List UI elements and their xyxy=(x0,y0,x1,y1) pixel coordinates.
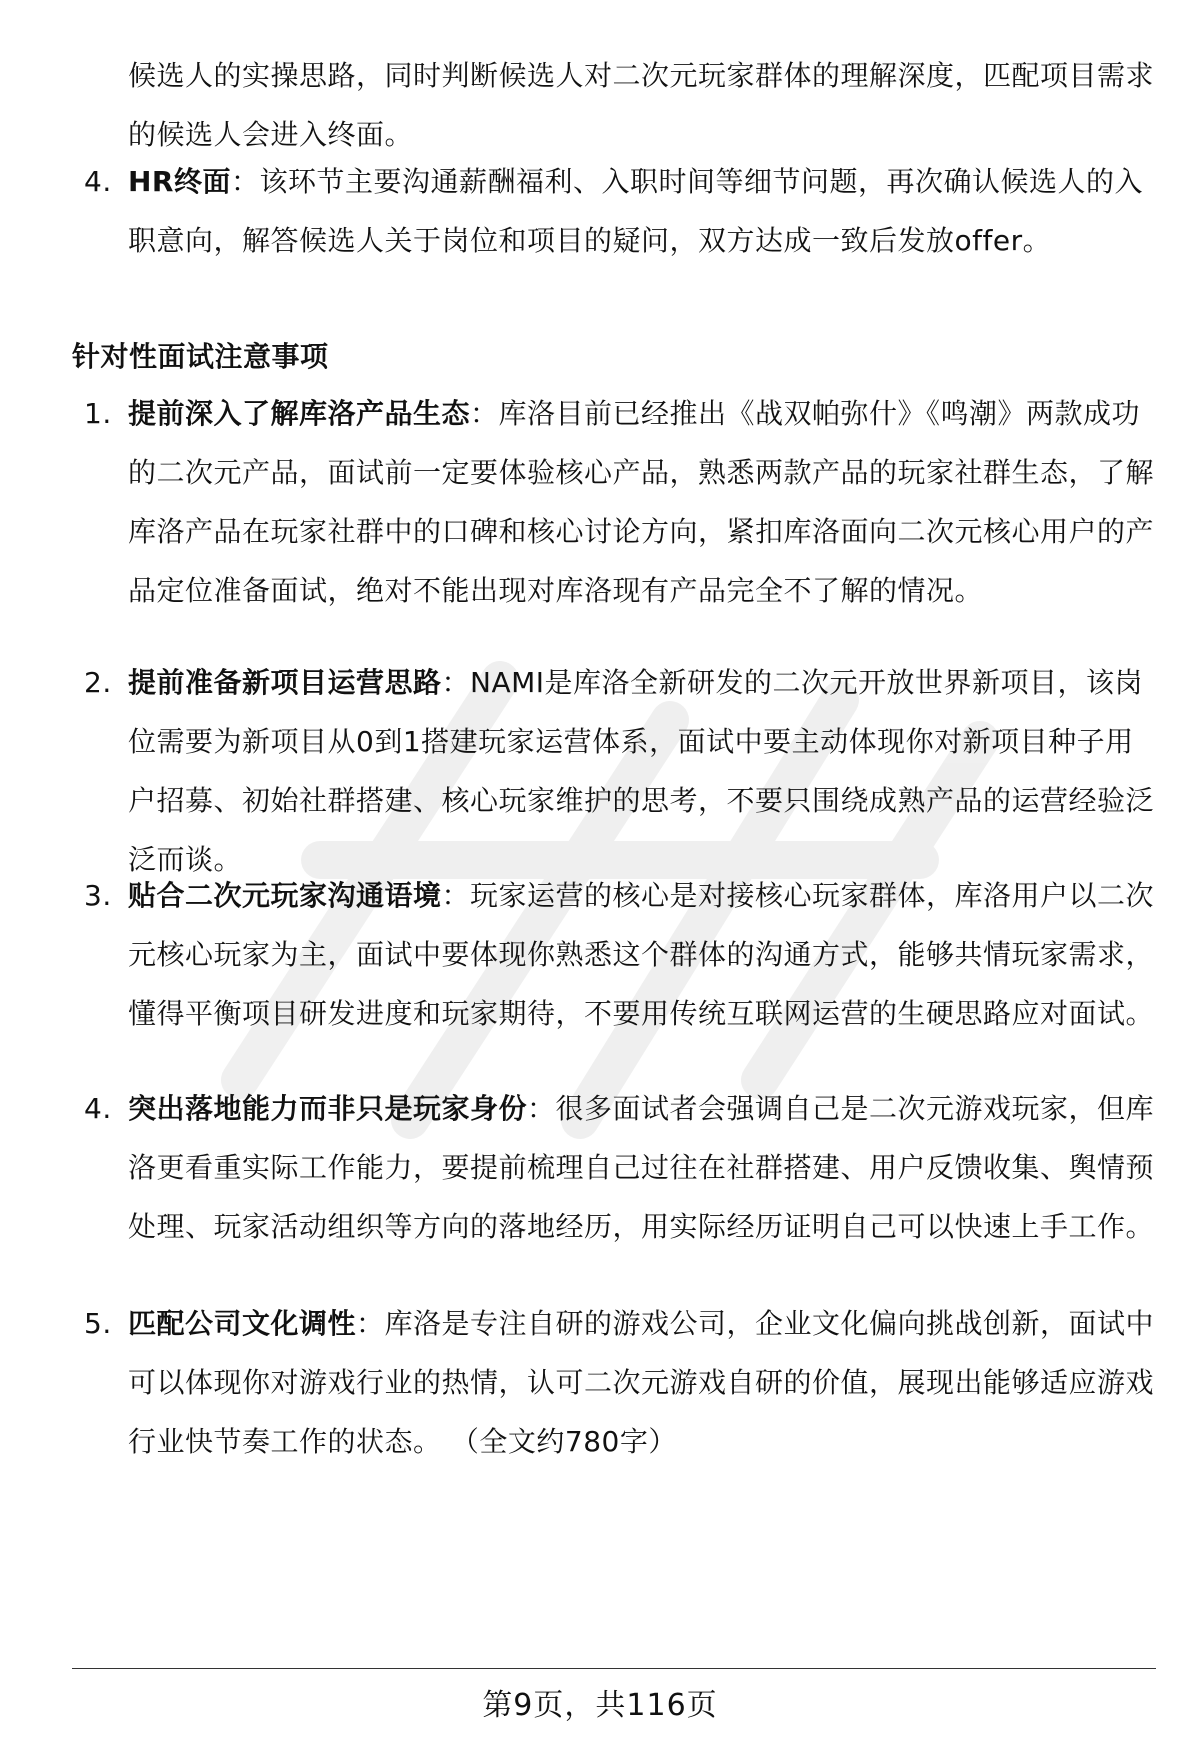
page-number-label: 第9页，共116页 xyxy=(482,1688,718,1723)
list-item-number: 4. xyxy=(84,165,112,198)
list-item xyxy=(0,866,1200,1043)
list-item-text: 库洛是专注自研的游戏公司，企业文化偏向挑战创新，面试中可以体现你对游戏行业的热情，认可二次元游戏自研的价值，展现出能够适应游戏行业快节奏工作的状态。 （全文约780字） xyxy=(128,1307,1155,1458)
list-item-separator: ： xyxy=(527,1092,556,1125)
list-item-text: 该环节主要沟通薪酬福利、入职时间等细节问题，再次确认候选人的入职意向，解答候选人关于岗位和项目的疑问，双方达成一致后发放offer。 xyxy=(128,165,1144,257)
list-item xyxy=(0,152,1200,270)
list-item xyxy=(0,384,1200,620)
list-item-separator: ： xyxy=(356,1307,385,1340)
footer-divider xyxy=(72,1668,1156,1669)
list-item xyxy=(0,653,1200,889)
list-item-text: 玩家运营的核心是对接核心玩家群体，库洛用户以二次元核心玩家为主，面试中要体现你熟悉这个群体的沟通方式，能够共情玩家需求，懂得平衡项目研发进度和玩家期待，不要用传统互联网运营的生硬思路应对面试。 xyxy=(128,879,1155,1030)
continuation-paragraph: 候选人的实操思路，同时判断候选人对二次元玩家群体的理解深度，匹配项目需求的候选人会进入终面。 xyxy=(128,59,1155,151)
list-item-number: 5. xyxy=(84,1307,112,1340)
list-item-number: 1. xyxy=(84,397,112,430)
list-item-text: NAMI是库洛全新研发的二次元开放世界新项目，该岗位需要为新项目从0到1搭建玩家运营体系，面试中要主动体现你对新项目种子用户招募、初始社群搭建、核心玩家维护的思考，不要只围绕成熟产品的运营经验泛泛而谈。 xyxy=(128,666,1155,876)
list-item-term: 贴合二次元玩家沟通语境 xyxy=(128,879,442,912)
list-item-text: 很多面试者会强调自己是二次元游戏玩家，但库洛更看重实际工作能力，要提前梳理自己过往在社群搭建、用户反馈收集、舆情预处理、玩家活动组织等方向的落地经历，用实际经历证明自己可以快速上手工作。 xyxy=(128,1092,1155,1243)
list-item-number: 3. xyxy=(84,879,112,912)
list-item-separator: ： xyxy=(441,666,471,699)
list-item xyxy=(0,1079,1200,1256)
list-item-term: 提前准备新项目运营思路 xyxy=(128,666,442,699)
list-item-separator: ： xyxy=(231,165,260,198)
list-item xyxy=(0,1294,1200,1471)
list-item-term: HR终面 xyxy=(128,165,231,198)
list-item-term: 匹配公司文化调性 xyxy=(128,1307,357,1340)
list-item-text: 库洛目前已经推出《战双帕弥什》《鸣潮》两款成功的二次元产品，面试前一定要体验核心产品，熟悉两款产品的玩家社群生态，了解库洛产品在玩家社群中的口碑和核心讨论方向，紧扣库洛面向二次元核心用户的产品定位准备面试，绝对不能出现对库洛现有产品完全不了解的情况。 xyxy=(128,397,1155,607)
list-item-number: 4. xyxy=(84,1092,112,1125)
list-item-separator: ： xyxy=(441,879,471,912)
list-item-separator: ： xyxy=(470,397,499,430)
section-heading: 针对性面试注意事项 xyxy=(72,340,329,373)
list-item-term: 突出落地能力而非只是玩家身份 xyxy=(128,1092,528,1125)
list-item-term: 提前深入了解库洛产品生态 xyxy=(128,397,471,430)
list-item-number: 2. xyxy=(84,666,112,699)
